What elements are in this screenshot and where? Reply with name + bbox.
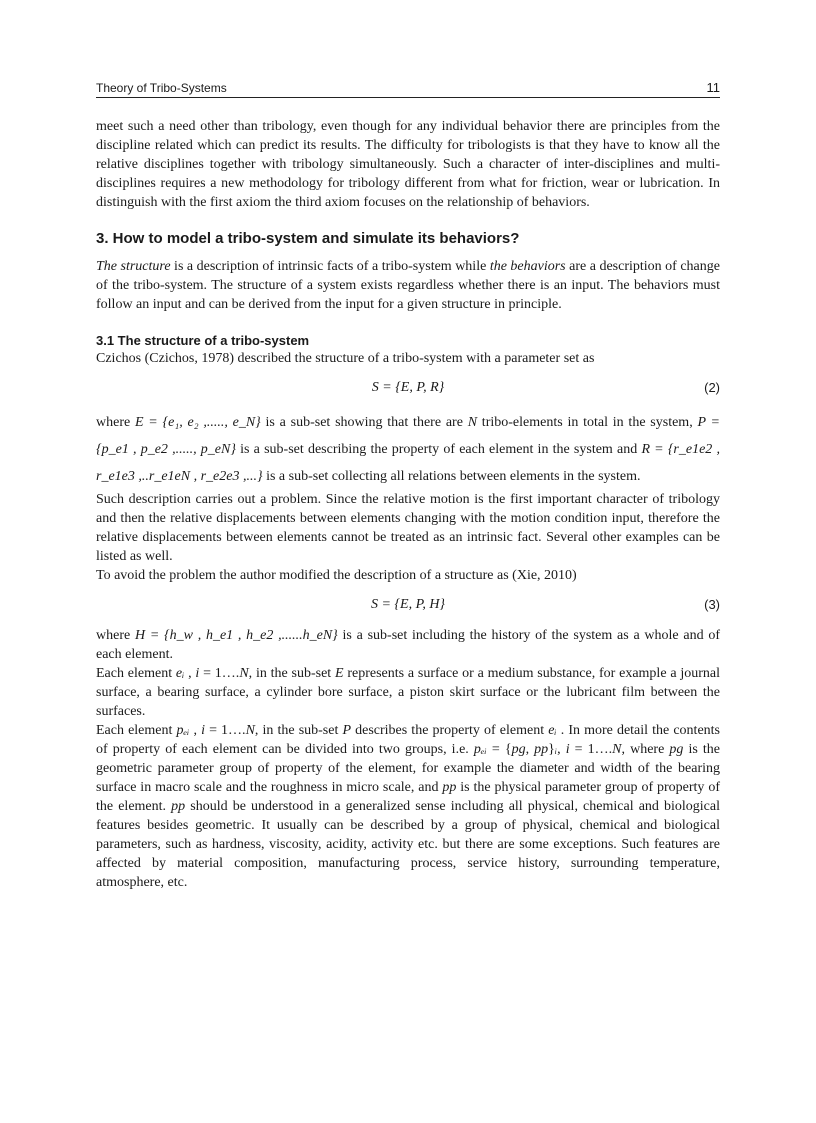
symbol-pp: pp <box>534 742 549 757</box>
page-number: 11 <box>706 80 720 95</box>
symbol-pp: pp <box>171 799 186 814</box>
equation-number: (2) <box>704 380 720 395</box>
symbol-i: i <box>201 723 205 738</box>
symbol-pg: pg <box>511 742 526 757</box>
element-p-paragraph: Each element pₑᵢ , i = 1….N, in the sub-set P describes the property of element eᵢ . In more detail the contents of property of each element can be divided into two groups, i.e. pₑᵢ = {pg, pp}ᵢ, i = 1….N, where pg is the geometric parameter group of property of the element, for example the diameter and width of the bearing surface in macro scale and the roughness in micro scale, and pp is the physical parameter group of property of the element. pp should be understood in a generalized sense including all physical, chemical and biological features besides geometric. It usually can be described by a group of physical, chemical and biological parameters, such as hardness, viscosity, acidity, activity etc. but there are some exceptions. Such features are affected by material composition, manufacturing process, service history, surrounding temperature, atmosphere, etc. <box>96 723 721 890</box>
section-heading: 3. How to model a tribo-system and simulate its behaviors? <box>96 230 520 247</box>
para-text: tribo-elements in total in the system, <box>477 415 698 430</box>
where-epr-paragraph <box>96 409 720 490</box>
czichos-intro: Czichos (Czichos, 1978) described the structure of a tribo-system with a parameter set as <box>96 351 595 366</box>
element-e-paragraph: Each element eᵢ , i = 1….N, in the sub-set E represents a surface or a medium substance, for example a journal surface, a bearing surface, a cylinder bore surface, a piston skirt surface or the lubricant film between the surfaces. <box>96 666 721 719</box>
body-text <box>96 117 720 892</box>
r-set-definition: R = {r_e1e2 , r_e1e3 ,..r_e1eN , r_e2e3 ,...} <box>96 442 720 484</box>
symbol-pp: pp <box>442 780 457 795</box>
equation-3 <box>96 595 720 614</box>
term-behaviors: the behaviors <box>489 259 566 274</box>
para-text: is a sub-set showing that there are <box>260 415 468 430</box>
para-text: is a sub-set collecting all relations between elements in the system. <box>262 469 641 484</box>
symbol-pei: pₑᵢ <box>176 723 190 738</box>
where-h-paragraph <box>96 626 720 664</box>
symbol-pg: pg <box>669 742 684 757</box>
running-title: Theory of Tribo-Systems <box>96 81 227 95</box>
symbol-ei: eᵢ <box>548 723 557 738</box>
equation-formula: S = {E, P, H} <box>370 597 446 612</box>
p-set-definition: P = {p_e1 , p_e2 ,....., p_eN} <box>96 415 720 457</box>
para-text: is a description of intrinsic facts of a tribo-system while <box>170 259 490 274</box>
equation-formula: S = {E, P, R} <box>371 380 445 395</box>
running-header <box>96 80 720 98</box>
symbol-i: i <box>565 742 570 757</box>
symbol-pei: pₑᵢ <box>473 742 487 757</box>
subsection-heading: 3.1 The structure of a tribo-system <box>96 333 310 348</box>
intro-paragraph: meet such a need other than tribology, even though for any individual behavior there are principles from the discipline related which can predict its results. The difficulty for tribologists is that they have to know all the relative disciplines together with tribology simultaneously. Such a character of inter-disciplines and multi-disciplines requires a new methodology for tribology different from what for friction, wear or lubrication. In distinguish with the first axiom the third axiom focuses on the relationship of behaviors. <box>96 119 720 210</box>
symbol-n: N <box>245 723 255 738</box>
symbol-n: N <box>239 666 249 681</box>
para-text: is a sub-set including the history of the system as a whole and of each element. <box>96 628 720 662</box>
modified-paragraph: To avoid the problem the author modified the description of a structure as (Xie, 2010) <box>96 568 577 583</box>
structure-behavior-paragraph <box>96 257 720 314</box>
para-text: where <box>96 415 135 430</box>
equation-number: (3) <box>704 597 720 612</box>
problem-paragraph: Such description carries out a problem. Since the relative motion is the first important character of tribology and then the relative displacements between elements changing with the motion condition input, therefore the relative displacements between elements cannot be treated as an intrinsic fact. Several other examples can be listed as well. <box>96 492 720 564</box>
symbol-i-sub: ᵢ <box>554 742 558 757</box>
symbol-n: N <box>612 742 622 757</box>
para-text: are a description of change of the tribo-system. The structure of a system exists regardless whether there is an input. The behaviors must follow an input and can be derived from the input for a given structure in principle. <box>96 259 720 312</box>
h-set-definition: H = {h_w , h_e1 , h_e2 ,......h_eN} <box>134 628 338 643</box>
term-structure: The structure <box>96 259 171 274</box>
e-set-definition: E = {e₁, e₂ ,....., e_N} <box>134 415 261 430</box>
para-text: where <box>96 628 135 643</box>
symbol-e: E <box>335 666 344 681</box>
para-text: is a sub-set describing the property of each element in the system and <box>235 442 642 457</box>
symbol-i: i <box>195 666 200 681</box>
symbol-n: N <box>467 415 478 430</box>
equation-2 <box>96 378 720 397</box>
symbol-ei: eᵢ <box>175 666 185 681</box>
symbol-p: P <box>342 723 352 738</box>
